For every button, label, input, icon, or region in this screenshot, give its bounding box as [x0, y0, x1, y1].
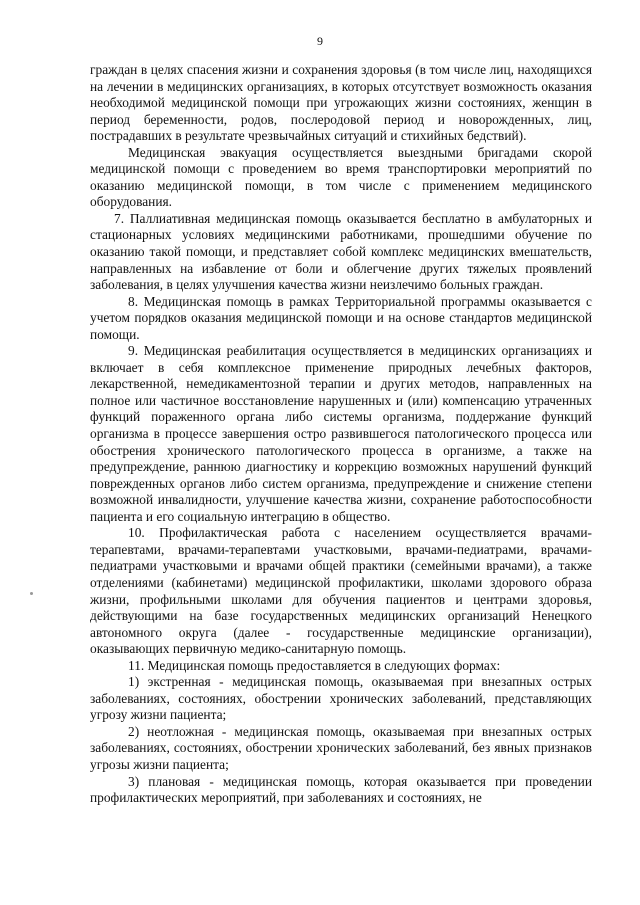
- paragraph-territorial-program: 8. Медицинская помощь в рамках Территориальной программы оказывается с учетом порядков оказания медицинской помощи и на основе стандартов медицинской помощи.: [90, 293, 592, 342]
- page-number: 9: [317, 34, 323, 48]
- paragraph-form-emergency: 1) экстренная - медицинская помощь, оказываемая при внезапных острых заболеваниях, состояниях, обострении хронических заболеваний, представляющих угрозу жизни пациента;: [90, 674, 592, 723]
- paragraph-rehabilitation: 9. Медицинская реабилитация осуществляется в медицинских организациях и включает в себя комплексное применение природных лечебных факторов, лекарственной, немедикаментозной терапии и других методов, направленных на полное или частичное восстановление нарушенных и (или) компенсацию утраченных функций пораженного органа либо системы организма, поддержание функций организма в процессе завершения остро развившегося патологического процесса или обострения хронического патологического процесса в организме, а также на предупреждение, раннюю диагностику и коррекцию возможных нарушений функций поврежденных органов либо систем организма, предупреждение и снижение степени возможной инвалидности, улучшение качества жизни, сохранение работоспособности пациента и его социальную интеграцию в общество.: [90, 343, 592, 524]
- paragraph-prevention: 10. Профилактическая работа с населением осуществляется врачами-терапевтами, врачами-терапевтами участковыми, врачами-педиатрами, врачами-педиатрами участковыми и врачами общей практики (семейными врачами), а также отделениями (кабинетами) медицинской профилактики, школами здорового образа жизни, профильными школами для обучения пациентов и центрами здоровья, действующими на базе государственных медицинских организаций Ненецкого автономного округа (далее - государственные медицинские организации), оказывающих первичную медико-санитарную помощь.: [90, 525, 592, 657]
- paragraph-evacuation-continued: граждан в целях спасения жизни и сохранения здоровья (в том числе лиц, находящихся на лечении в медицинских организациях, в которых отсутствует возможность оказания необходимой медицинской помощи при угрожающих жизни состояниях, женщин в период беременности, родов, послеродовой период и новорожденных, лиц, пострадавших в результате чрезвычайных ситуаций и стихийных бедствий).: [90, 62, 592, 144]
- paragraph-form-planned: 3) плановая - медицинская помощь, которая оказывается при проведении профилактических мероприятий, при заболеваниях и состояниях, не: [90, 773, 592, 806]
- paragraph-form-urgent: 2) неотложная - медицинская помощь, оказываемая при внезапных острых заболеваниях, состояниях, обострении хронических заболеваний, без явных признаков угрозы жизни пациента;: [90, 723, 592, 772]
- scan-speck: [30, 592, 33, 595]
- paragraph-forms-heading: 11. Медицинская помощь предоставляется в следующих формах:: [128, 657, 501, 673]
- document-body: [90, 62, 592, 807]
- paragraph-palliative-care: 7. Паллиативная медицинская помощь оказывается бесплатно в амбулаторных и стационарных условиях медицинскими работниками, прошедшими обучение по оказанию такой помощи, и представляет собой комплекс медицинских вмешательств, направленных на избавление от боли и облегчение других тяжелых проявлений заболевания, в целях улучшения качества жизни неизлечимо больных граждан.: [90, 210, 592, 293]
- paragraph-medical-evacuation: Медицинская эвакуация осуществляется выездными бригадами скорой медицинской помощи с проведением во время транспортировки мероприятий по оказанию медицинской помощи, в том числе с применением медицинского оборудования.: [90, 144, 592, 210]
